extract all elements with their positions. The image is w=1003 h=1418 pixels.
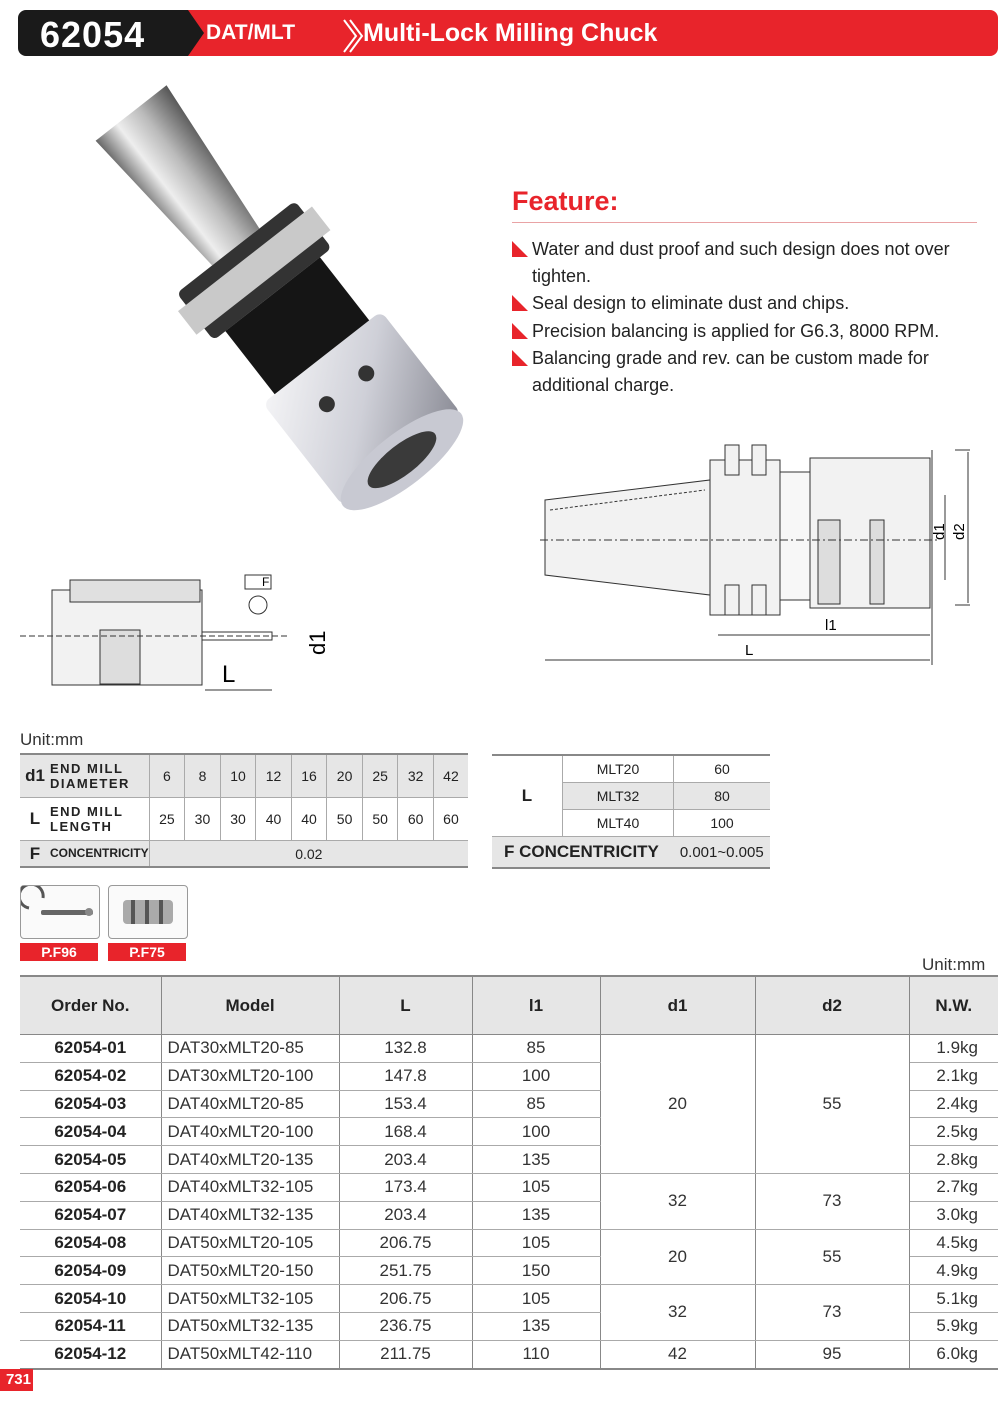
table-row [20,1035,998,1063]
table-cell: END MILL LENGTH [50,798,149,841]
d2: 73 [755,1173,909,1229]
bullet-icon [512,350,528,366]
label-small-L: L [222,661,236,688]
model: DAT40xMLT32-105 [161,1173,339,1201]
d2: 95 [755,1340,909,1368]
d1: 20 [600,1035,755,1174]
table-row [20,841,468,868]
table-cell: MLT32 [563,783,674,810]
unit-label: Unit:mm [922,955,986,974]
net-weight: 2.8kg [909,1146,998,1174]
feature-title: Feature: [512,186,619,216]
label-small-d1: d1 [305,630,330,655]
length: 206.75 [339,1229,472,1257]
collet-icon [109,886,187,938]
l1: 135 [472,1146,600,1174]
table-cell: 8 [185,754,221,798]
model: DAT50xMLT32-135 [161,1312,339,1340]
net-weight: 2.7kg [909,1173,998,1201]
chevron-right-icon [336,16,366,56]
order-no: 62054-06 [20,1173,161,1201]
table-cell: CONCENTRICITY [50,841,149,868]
order-no: 62054-10 [20,1285,161,1313]
label-l1: l1 [825,617,837,634]
length: 211.75 [339,1340,472,1368]
table-cell: 60 [674,755,771,783]
order-no: 62054-08 [20,1229,161,1257]
net-weight: 2.1kg [909,1062,998,1090]
l1: 85 [472,1035,600,1063]
l1: 100 [472,1118,600,1146]
table-row [20,1229,998,1257]
net-weight: 6.0kg [909,1340,998,1368]
table-cell: END MILL DIAMETER [50,754,149,798]
table-cell: 32 [398,754,434,798]
length: 132.8 [339,1035,472,1063]
model: DAT30xMLT20-100 [161,1062,339,1090]
d1: 20 [600,1229,755,1285]
net-weight: 3.0kg [909,1201,998,1229]
order-no: 62054-01 [20,1035,161,1063]
order-table [20,975,998,1370]
net-weight: 5.1kg [909,1285,998,1313]
table-cell: F [20,841,50,868]
feature-item: Balancing grade and rev. can be custom made for additional charge. [512,345,1002,399]
table-row [492,755,770,783]
table-row [20,754,468,798]
length: 236.75 [339,1312,472,1340]
d2: 73 [755,1285,909,1341]
product-photo [60,80,510,540]
order-no: 62054-09 [20,1257,161,1285]
label-d1: d1 [931,523,948,540]
table-cell: 12 [256,754,292,798]
table-cell: 42 [433,754,468,798]
table-cell: 30 [220,798,256,841]
length: 173.4 [339,1173,472,1201]
table-cell: 6 [149,754,185,798]
net-weight: 5.9kg [909,1312,998,1340]
column-header: L [339,976,472,1035]
column-header: Order No. [20,976,161,1035]
end-mill-spec-table [20,753,468,868]
d2: 55 [755,1035,909,1174]
length: 206.75 [339,1285,472,1313]
column-header: d2 [755,976,909,1035]
table-cell: 25 [362,754,398,798]
model: DAT50xMLT32-105 [161,1285,339,1313]
l1: 135 [472,1312,600,1340]
table-cell: 0.001~0.005 [674,837,771,869]
order-no: 62054-02 [20,1062,161,1090]
feature-item: Water and dust proof and such design does not over tighten. [512,236,1002,290]
order-no: 62054-03 [20,1090,161,1118]
l1: 135 [472,1201,600,1229]
length: 203.4 [339,1201,472,1229]
collet-length-table [492,754,770,869]
l1: 150 [472,1257,600,1285]
page-ref-tag[interactable]: P.F96 [20,943,98,961]
length: 153.4 [339,1090,472,1118]
model: DAT40xMLT20-135 [161,1146,339,1174]
table-cell: 40 [256,798,292,841]
page-header [18,10,998,56]
table-cell: MLT20 [563,755,674,783]
page-ref-tag[interactable]: P.F75 [108,943,186,961]
table-cell: MLT40 [563,810,674,837]
model: DAT50xMLT20-105 [161,1229,339,1257]
d1: 32 [600,1173,755,1229]
table-cell: 25 [149,798,185,841]
table-cell: 60 [433,798,468,841]
length: 251.75 [339,1257,472,1285]
hook-wrench-icon [21,886,99,938]
net-weight: 2.4kg [909,1090,998,1118]
order-no: 62054-05 [20,1146,161,1174]
table-cell: L [20,798,50,841]
table-header-row [20,976,998,1035]
concentricity-drawing [20,570,360,695]
label-F: F [262,575,270,589]
order-no: 62054-12 [20,1340,161,1368]
table-cell: d1 [20,754,50,798]
bullet-icon [512,295,528,311]
net-weight: 4.5kg [909,1229,998,1257]
table-cell: 10 [220,754,256,798]
product-title: Multi-Lock Milling Chuck [363,19,658,47]
l1: 100 [472,1062,600,1090]
length: 147.8 [339,1062,472,1090]
table-cell: L [492,755,563,837]
table-row [20,1340,998,1368]
feature-divider [512,222,977,223]
table-cell: 30 [185,798,221,841]
table-cell: 80 [674,783,771,810]
table-row [20,1285,998,1313]
table-row [492,837,770,869]
page-number: 731 [0,1369,33,1391]
table-cell: 20 [327,754,363,798]
net-weight: 2.5kg [909,1118,998,1146]
bullet-icon [512,241,528,257]
net-weight: 1.9kg [909,1035,998,1063]
technical-drawing [540,440,980,670]
length: 168.4 [339,1118,472,1146]
d1: 32 [600,1285,755,1341]
header-arrow-icon [168,10,208,56]
model: DAT40xMLT20-100 [161,1118,339,1146]
label-d2: d2 [951,523,968,540]
table-cell: 16 [291,754,327,798]
table-cell: F CONCENTRICITY [492,837,674,869]
table-row [20,1173,998,1201]
l1: 105 [472,1173,600,1201]
table-cell: 60 [398,798,434,841]
column-header: d1 [600,976,755,1035]
model: DAT50xMLT42-110 [161,1340,339,1368]
net-weight: 4.9kg [909,1257,998,1285]
model: DAT30xMLT20-85 [161,1035,339,1063]
column-header: N.W. [909,976,998,1035]
column-header: Model [161,976,339,1035]
product-code: 62054 [40,14,146,55]
column-header: l1 [472,976,600,1035]
table-cell: 100 [674,810,771,837]
table-row [20,798,468,841]
model: DAT50xMLT20-150 [161,1257,339,1285]
product-standard: DAT/MLT [206,21,296,44]
order-no: 62054-11 [20,1312,161,1340]
order-no: 62054-04 [20,1118,161,1146]
feature-item: Seal design to eliminate dust and chips. [512,290,1002,317]
table-cell: 50 [362,798,398,841]
feature-item: Precision balancing is applied for G6.3, 8000 RPM. [512,318,1002,345]
unit-label: Unit:mm [20,730,84,749]
accessory-hook-wrench[interactable] [20,885,100,939]
length: 203.4 [339,1146,472,1174]
l1: 85 [472,1090,600,1118]
model: DAT40xMLT20-85 [161,1090,339,1118]
order-no: 62054-07 [20,1201,161,1229]
table-cell: 0.02 [149,841,468,868]
table-cell: 50 [327,798,363,841]
l1: 110 [472,1340,600,1368]
l1: 105 [472,1229,600,1257]
bullet-icon [512,323,528,339]
accessory-collet[interactable] [108,885,188,939]
model: DAT40xMLT32-135 [161,1201,339,1229]
d2: 55 [755,1229,909,1285]
table-cell: 40 [291,798,327,841]
l1: 105 [472,1285,600,1313]
d1: 42 [600,1340,755,1368]
label-L: L [745,642,754,659]
